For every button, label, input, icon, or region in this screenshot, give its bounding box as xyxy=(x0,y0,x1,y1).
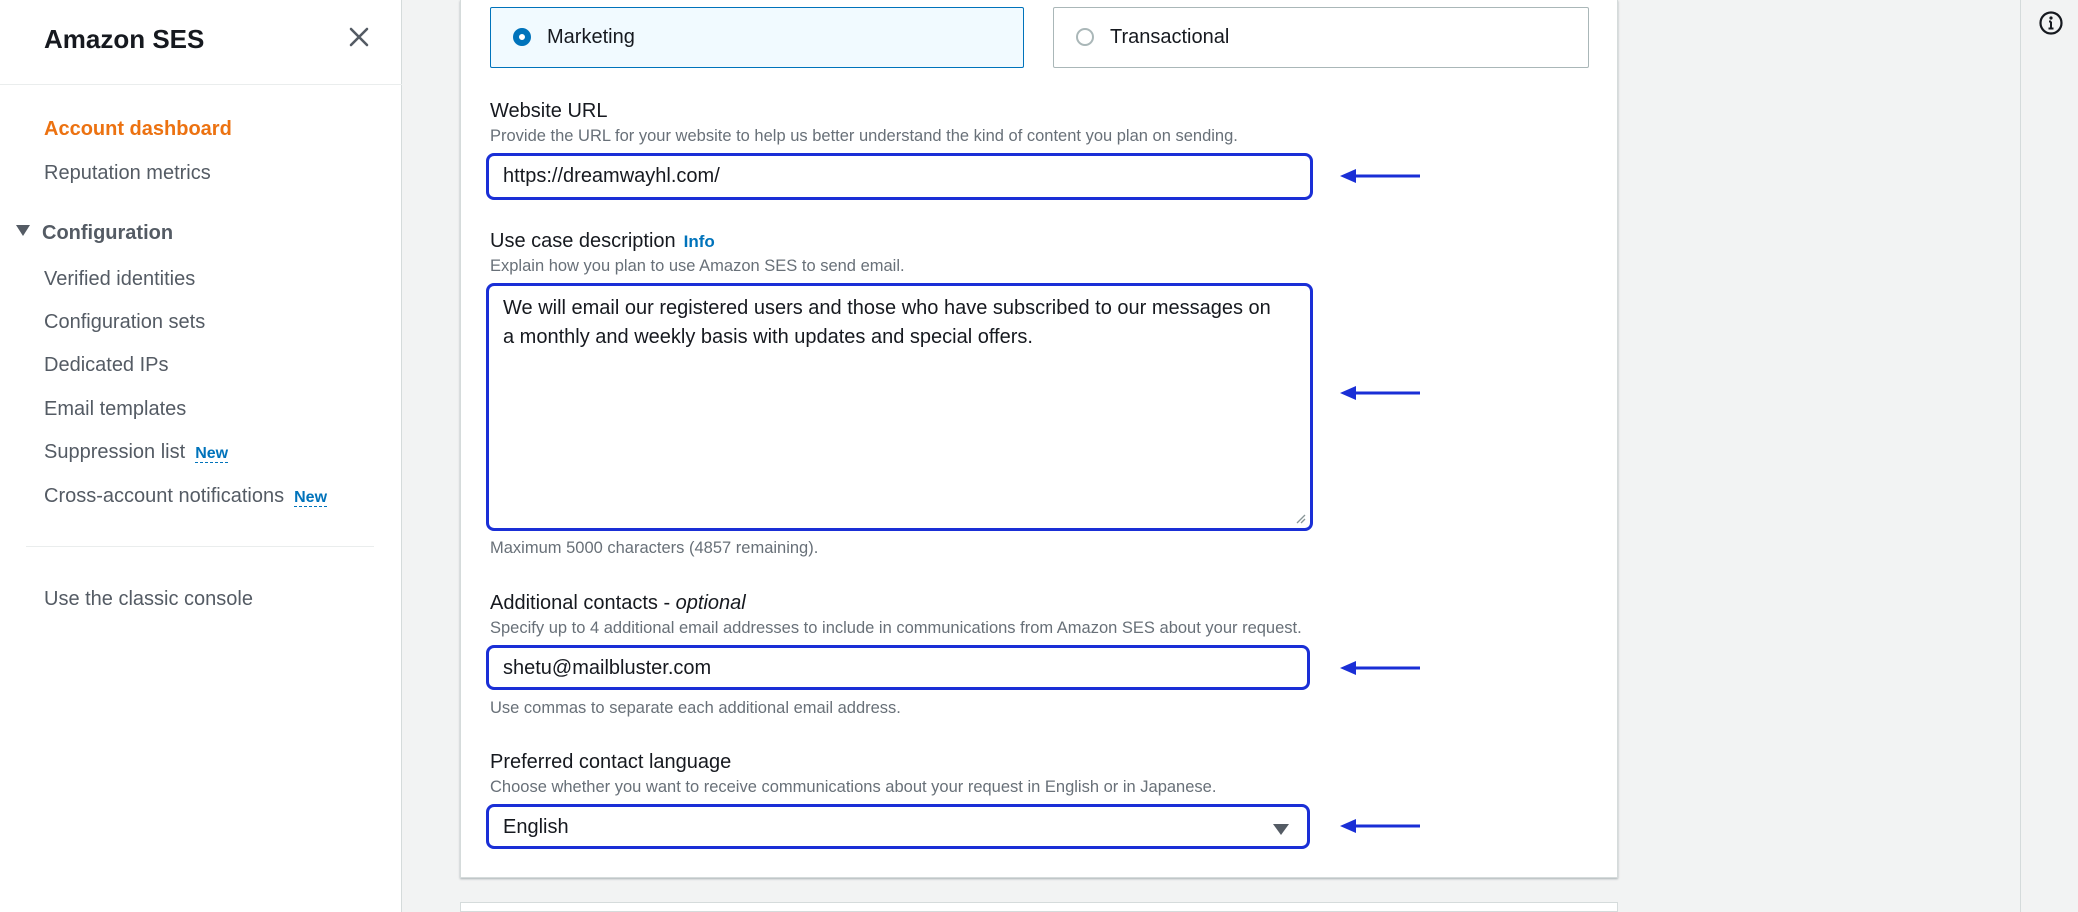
nav-cross-account-label: Cross-account notifications xyxy=(44,485,285,507)
additional-contacts-label-text: Additional contacts - xyxy=(490,592,676,614)
new-badge[interactable]: New xyxy=(294,489,328,506)
website-url-input[interactable]: https://dreamwayhl.com/ xyxy=(486,153,1313,200)
use-case-description: Explain how you plan to use Amazon SES to send email. xyxy=(490,257,905,275)
use-case-textarea[interactable] xyxy=(486,283,1313,531)
nav-dedicated-ips[interactable]: Dedicated IPs xyxy=(44,354,169,376)
nav-classic-console[interactable]: Use the classic console xyxy=(44,588,253,610)
nav-section-label: Configuration xyxy=(42,222,174,244)
language-select[interactable] xyxy=(486,804,1310,849)
website-url-description: Provide the URL for your website to help us better understand the kind of content you plan on sending. xyxy=(490,127,1238,145)
additional-contacts-hint: Use commas to separate each additional email address. xyxy=(490,699,901,717)
nav-email-templates[interactable]: Email templates xyxy=(44,398,187,420)
sidebar-title[interactable]: Amazon SES xyxy=(44,24,205,54)
optional-label: optional xyxy=(675,592,746,614)
nav-cross-account-notifications[interactable] xyxy=(44,485,327,508)
side-navigation xyxy=(0,0,402,912)
sidebar-header xyxy=(0,0,402,85)
website-url-label: Website URL xyxy=(490,100,608,122)
use-case-label-text: Use case description xyxy=(490,230,676,252)
mail-type-label: Transactional xyxy=(1110,26,1230,48)
nav-suppression-list-label: Suppression list xyxy=(44,441,186,463)
annotation-arrow-icon xyxy=(1340,166,1420,186)
language-description: Choose whether you want to receive communications about your request in English or in Japanese. xyxy=(490,778,1217,796)
caret-down-icon xyxy=(16,225,30,236)
mail-type-tile-transactional[interactable] xyxy=(1053,7,1589,68)
nav-section-configuration[interactable] xyxy=(16,222,173,245)
annotation-arrow-icon xyxy=(1340,383,1420,403)
use-case-text-line: a monthly and weekly basis with updates and special offers. xyxy=(503,326,1033,348)
annotation-arrow-icon xyxy=(1340,658,1420,678)
mail-type-tile-marketing[interactable] xyxy=(490,7,1024,68)
nav-configuration-sets[interactable]: Configuration sets xyxy=(44,311,206,333)
language-selected-value: English xyxy=(503,816,569,838)
use-case-text-line: We will email our registered users and those who have subscribed to our messages on xyxy=(503,297,1271,319)
info-circle-icon[interactable] xyxy=(2038,10,2064,36)
use-case-label xyxy=(490,230,715,253)
nav-reputation-metrics[interactable]: Reputation metrics xyxy=(44,162,211,184)
annotation-arrow-icon xyxy=(1340,816,1420,836)
nav-suppression-list[interactable] xyxy=(44,441,228,464)
additional-contacts-input[interactable]: shetu@mailbluster.com xyxy=(486,645,1310,690)
tools-panel-divider xyxy=(2020,0,2021,912)
language-label: Preferred contact language xyxy=(490,751,732,773)
additional-contacts-label xyxy=(490,592,746,615)
info-link[interactable]: Info xyxy=(683,232,715,251)
resize-grip-icon[interactable] xyxy=(1294,512,1306,524)
nav-verified-identities[interactable]: Verified identities xyxy=(44,268,196,290)
chevron-down-icon xyxy=(1273,824,1289,835)
radio-marketing[interactable] xyxy=(513,28,531,46)
next-panel-edge xyxy=(460,902,1618,912)
use-case-constraint: Maximum 5000 characters (4857 remaining). xyxy=(490,539,819,557)
sidebar-divider xyxy=(26,546,374,547)
nav-account-dashboard[interactable]: Account dashboard xyxy=(44,118,232,140)
mail-type-label: Marketing xyxy=(547,26,635,48)
additional-contacts-description: Specify up to 4 additional email addresses to include in communications from Amazon SES about your request. xyxy=(490,619,1302,637)
radio-transactional[interactable] xyxy=(1076,28,1094,46)
close-icon[interactable] xyxy=(344,22,374,52)
new-badge[interactable]: New xyxy=(195,445,229,462)
